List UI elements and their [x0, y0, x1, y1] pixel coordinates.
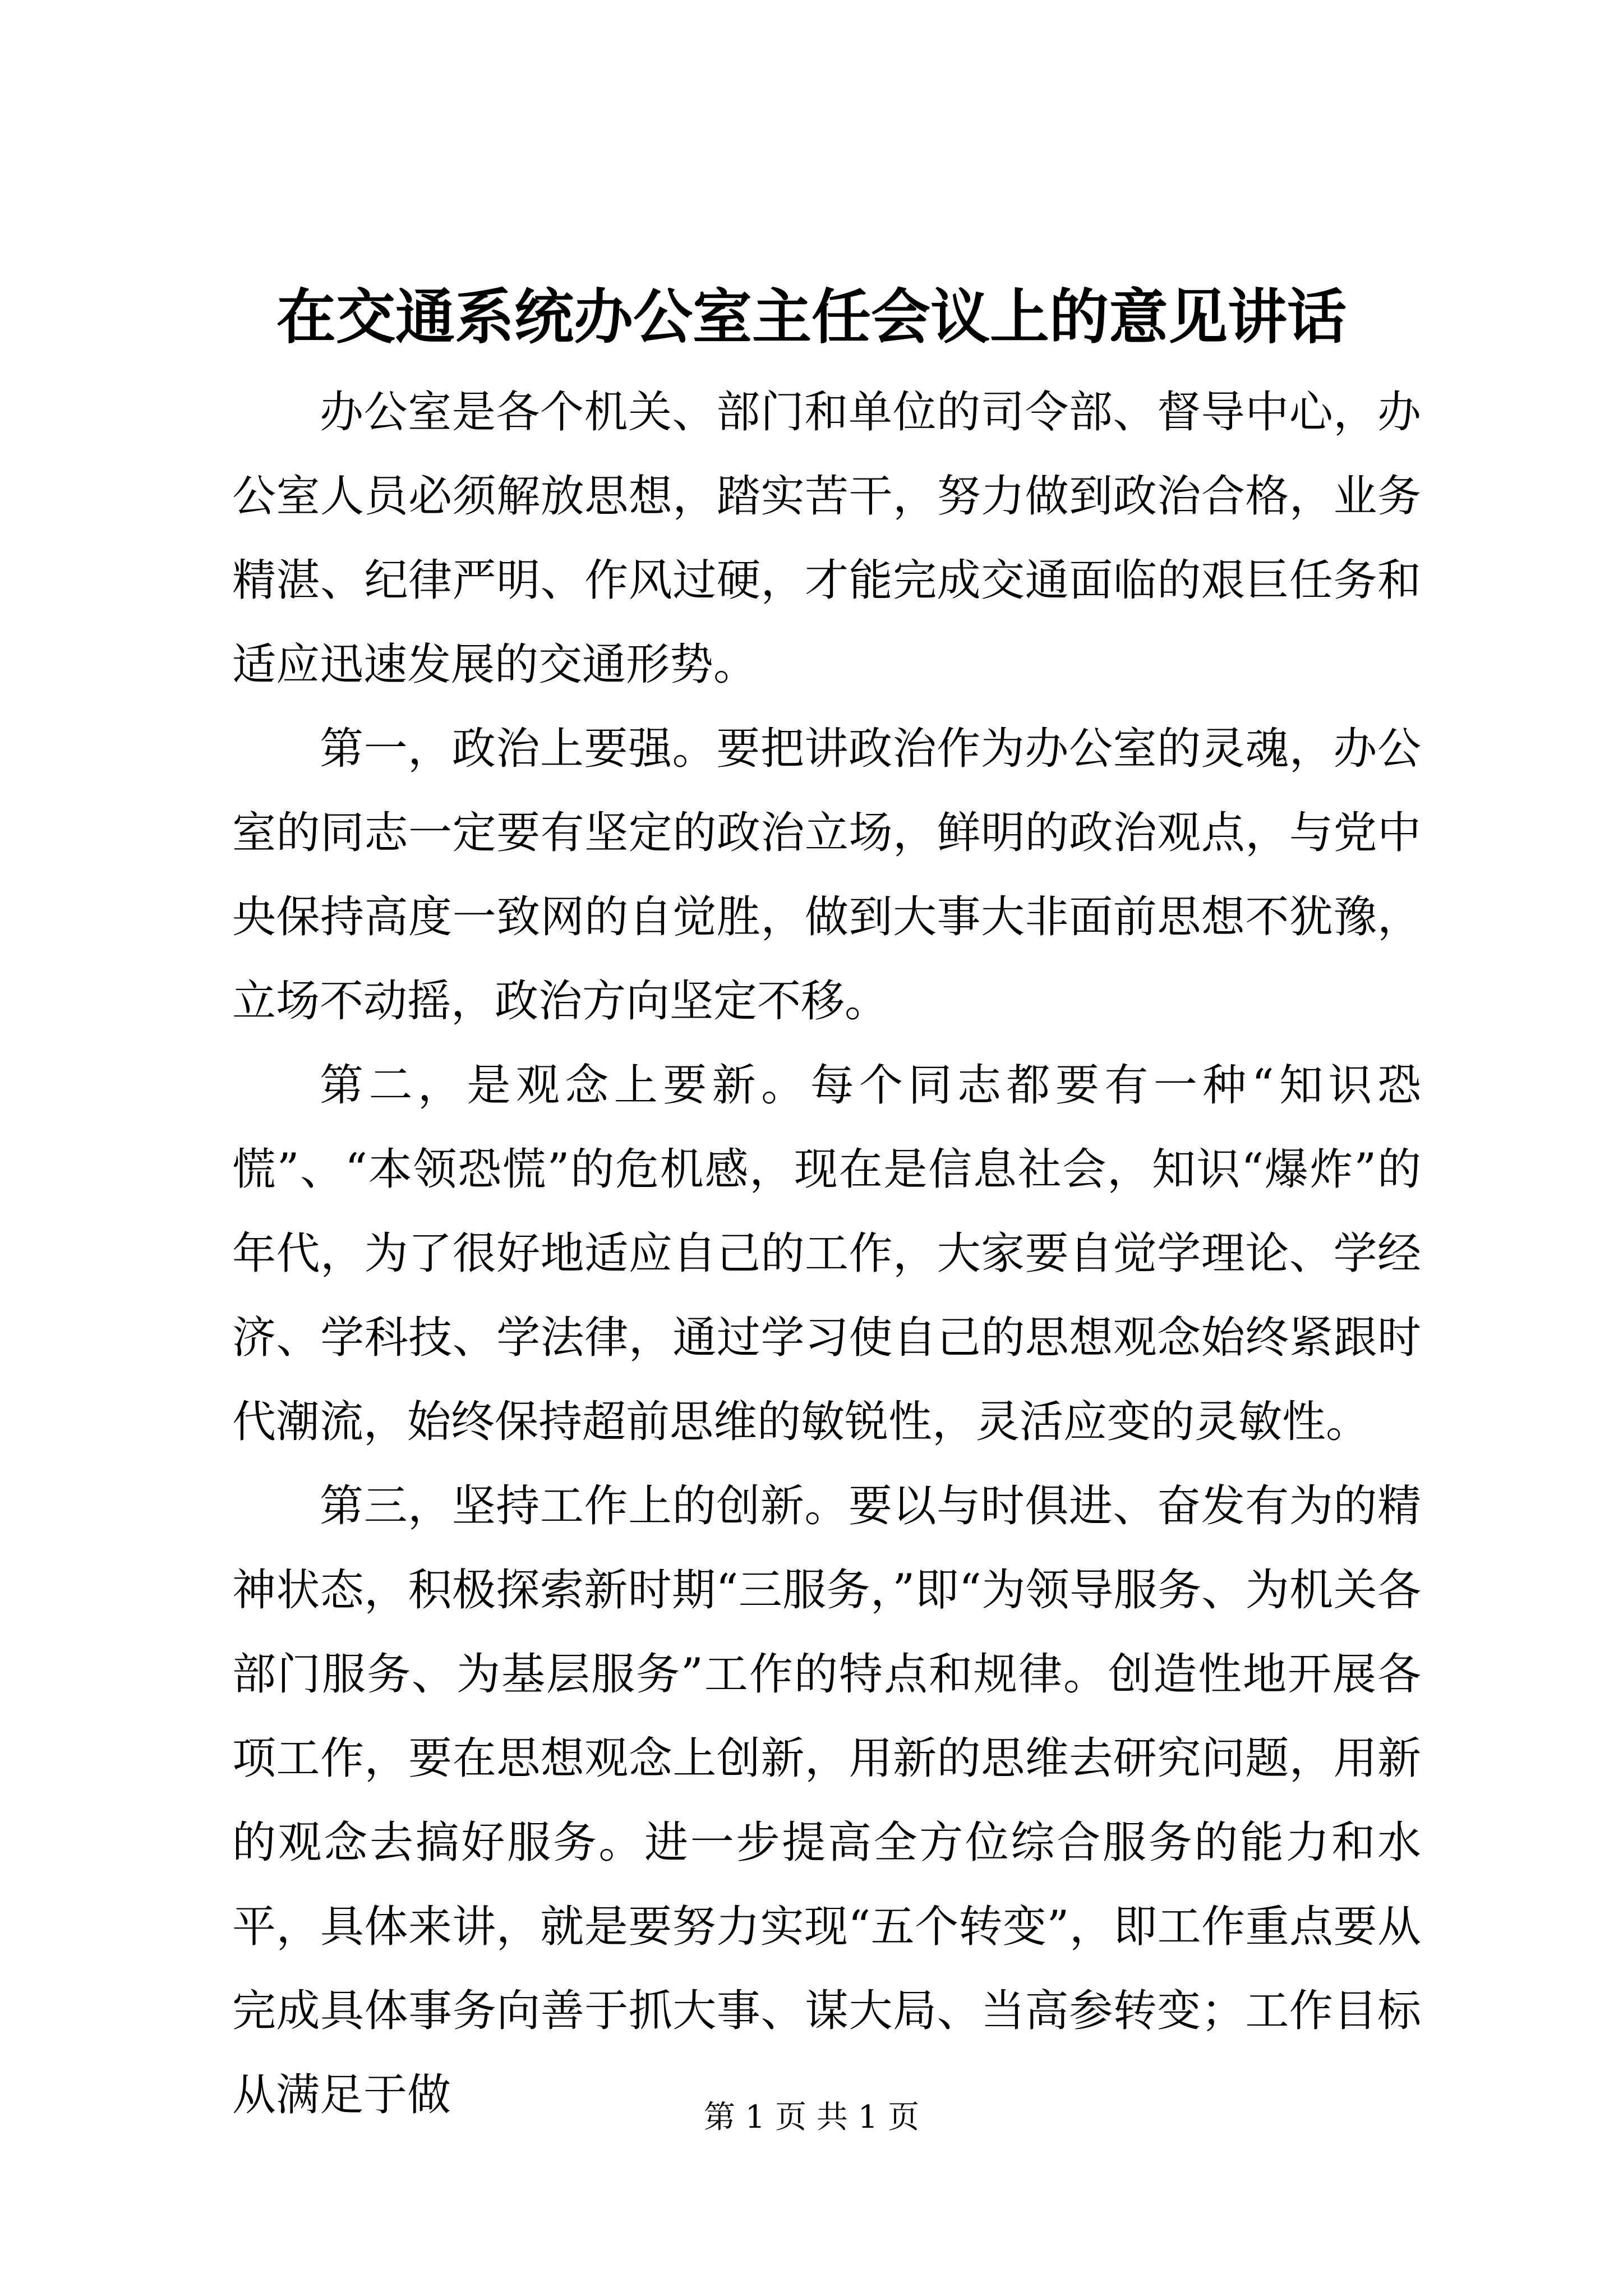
paragraph-second-point: 第二，是观念上要新。每个同志都要有一种“知识恐慌”、“本领恐慌”的危机感，现在是信息社会，知识“爆炸”的年代，为了很好地适应自己的工作，大家要自觉学理论、学经济、学科技、学法律，通过学习使自己的思想观念始终紧跟时代潮流，始终保持超前思维的敏锐性，灵活应变的灵敏性。: [232, 1060, 1421, 1447]
document-body: [232, 370, 1421, 2137]
paragraph-third-point: 第三，坚持工作上的创新。要以与时俱进、奋发有为的精神状态，积极探索新时期“三服务，”即“为领导服务、为机关各部门服务、为基层服务”工作的特点和规律。创造性地开展各项工作，要在思想观念上创新，用新的思维去研究问题，用新的观念去搞好服务。进一步提高全方位综合服务的能力和水平，具体来讲，就是要努力实现“五个转变”，即工作重点要从完成具体事务向善于抓大事、谋大局、当高参转变；工作目标从满足于做: [232, 1481, 1421, 2120]
page-number-footer: 第 1 页 共 1 页: [703, 2099, 920, 2136]
paragraph-intro: 办公室是各个机关、部门和单位的司令部、督导中心，办公室人员必须解放思想，踏实苦干，努力做到政治合格，业务精湛、纪律严明、作风过硬，才能完成交通面临的艰巨任务和适应迅速发展的交通形势。: [232, 387, 1421, 690]
document-title: 在交通系统办公室主任会议上的意见讲话: [276, 282, 1347, 352]
paragraph-first-point: 第一，政治上要强。要把讲政治作为办公室的灵魂，办公室的同志一定要有坚定的政治立场，鲜明的政治观点，与党中央保持高度一致网的自觉胜，做到大事大非面前思想不犹豫，立场不动摇，政治方向坚定不移。: [232, 724, 1421, 1027]
